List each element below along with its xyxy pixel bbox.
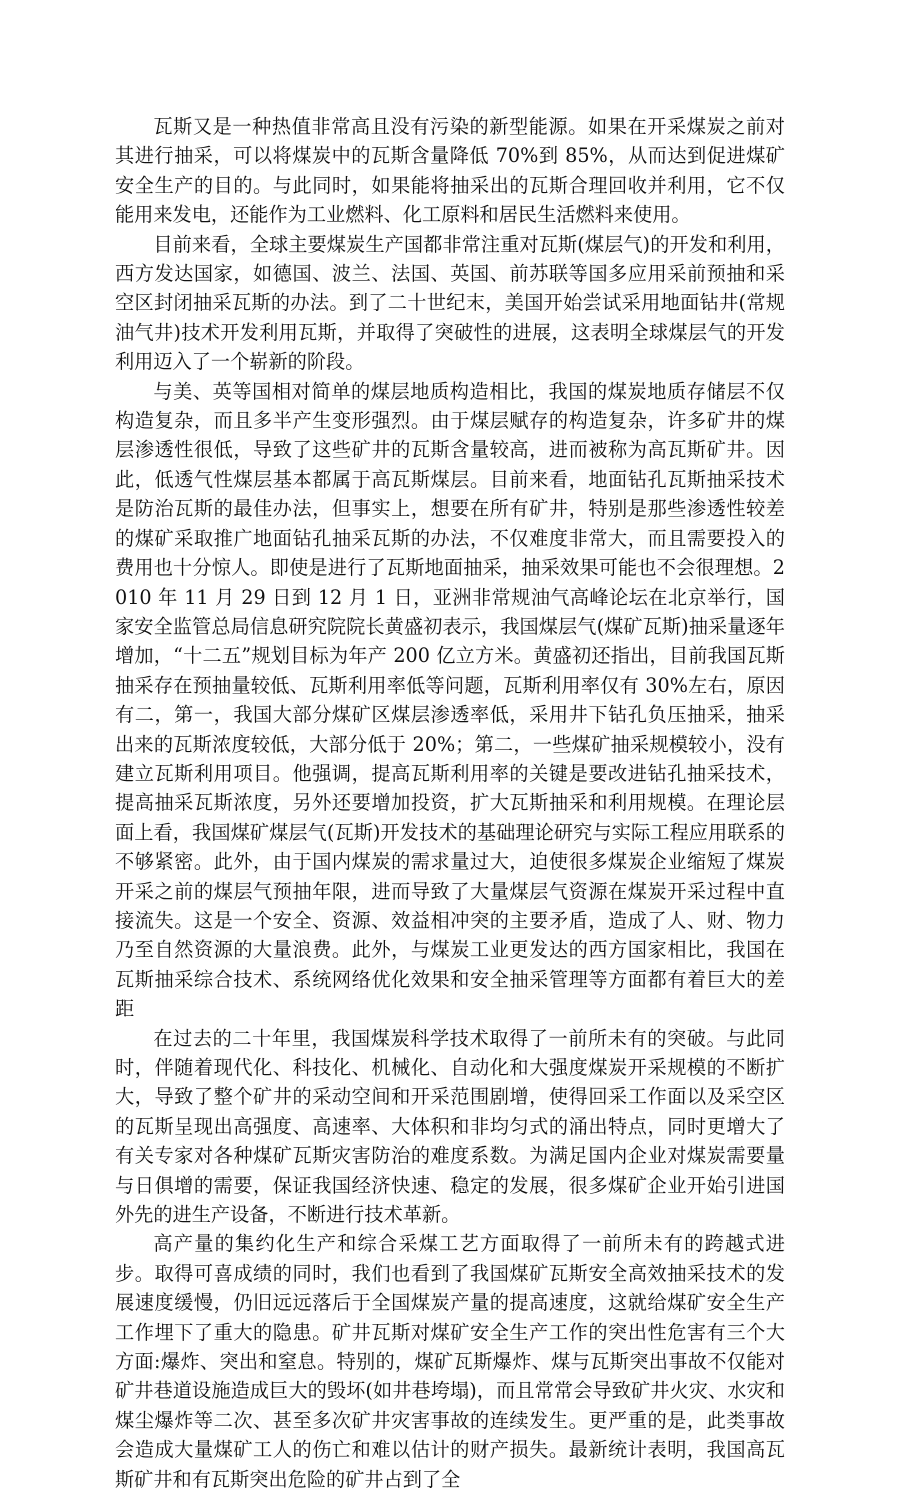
paragraph-global-development: 目前来看，全球主要煤炭生产国都非常注重对瓦斯(煤层气)的开发和利用，西方发达国家，如德国、波兰、法国、英国、前苏联等国多应用采前预抽和采空区封闭抽采瓦斯的办法。到了二十世纪末，美国开始尝试采用地面钻井(常规油气井)技术开发利用瓦斯，并取得了突破性的进展，这表明全球煤层气的开发利用迈入了一个崭新的阶段。 (115, 232, 785, 374)
paragraph-domestic-geology: 与美、英等国相对简单的煤层地质构造相比，我国的煤炭地质存储层不仅构造复杂，而且多半产生变形强烈。由于煤层赋存的构造复杂，许多矿井的煤层渗透性很低，导致了这些矿井的瓦斯含量较高，进而被称为高瓦斯矿井。因此，低透气性煤层基本都属于高瓦斯煤层。目前来看，地面钻孔瓦斯抽采技术是防治瓦斯的最佳办法，但事实上，想要在所有矿井，特别是那些渗透性较差的煤矿采取推广地面钻孔抽采瓦斯的办法，不仅难度非常大，而且需要投入的费用也十分惊人。即使是进行了瓦斯地面抽采，抽采效果可能也不会很理想。2010 年 11 月 29 日到 12 月 1 日，亚洲非常规油气高峰论坛在北京举行，国家安全监管总局信息研究院院长黄盛初表示，我国煤层气(煤矿瓦斯)抽采量逐年增加，“十二五”规划目标为年产 200 亿立方米。黄盛初还指出，目前我国瓦斯抽采存在预抽量较低、瓦斯利用率低等问题，瓦斯利用率仅有 30%左右，原因有二，第一，我国大部分煤矿区煤层渗透率低，采用井下钻孔负压抽采，抽采出来的瓦斯浓度较低，大部分低于 20%；第二，一些煤矿抽采规模较小，没有建立瓦斯利用项目。他强调，提高瓦斯利用率的关键是要改进钻孔抽采技术，提高抽采瓦斯浓度，另外还要增加投资，扩大瓦斯抽采和利用规模。在理论层面上看，我国煤矿煤层气(瓦斯)开发技术的基础理论研究与实际工程应用联系的不够紧密。此外，由于国内煤炭的需求量过大，迫使很多煤炭企业缩短了煤炭开采之前的煤层气预抽年限，进而导致了大量煤层气资源在煤炭开采过程中直接流失。这是一个安全、资源、效益相冲突的主要矛盾，造成了人、财、物力乃至自然资源的大量浪费。此外，与煤炭工业更发达的西方国家相比，我国在瓦斯抽采综合技术、系统网络优化效果和安全抽采管理等方面都有着巨大的差距 (115, 379, 785, 1021)
paragraph-technology-progress: 在过去的二十年里，我国煤炭科学技术取得了一前所未有的突破。与此同时，伴随着现代化、科技化、机械化、自动化和大强度煤炭开采规模的不断扩大，导致了整个矿井的采动空间和开采范围剧增，使得回采工作面以及采空区的瓦斯呈现出高强度、高速率、大体积和非均匀式的涌出特点，同时更增大了有关专家对各种煤矿瓦斯灾害防治的难度系数。为满足国内企业对煤炭需要量与日俱增的需要，保证我国经济快速、稳定的发展，很多煤矿企业开始引进国外先的进生产设备，不断进行技术革新。 (115, 1026, 785, 1227)
document-body (115, 112, 785, 1494)
paragraph-gas-energy: 瓦斯又是一种热值非常高且没有污染的新型能源。如果在开采煤炭之前对其进行抽采，可以将煤炭中的瓦斯含量降低 70%到 85%，从而达到促进煤矿安全生产的目的。与此同时，如果能将抽采出的瓦斯合理回收并利用，它不仅能用来发电，还能作为工业燃料、化工原料和居民生活燃料来使用。 (115, 115, 785, 227)
paragraph-safety-hazards: 高产量的集约化生产和综合采煤工艺方面取得了一前所未有的跨越式进步。取得可喜成绩的同时，我们也看到了我国煤矿瓦斯安全高效抽采技术的发展速度缓慢，仍旧远远落后于全国煤炭产量的提高速度，这就给煤矿安全生产工作埋下了重大的隐患。矿井瓦斯对煤矿安全生产工作的突出性危害有三个大方面:爆炸、突出和窒息。特别的，煤矿瓦斯爆炸、煤与瓦斯突出事故不仅能对矿井巷道设施造成巨大的毁坏(如井巷垮塌)，而且常常会导致矿井火灾、水灾和煤尘爆炸等二次、甚至多次矿井灾害事故的连续发生。更严重的是，此类事故会造成大量煤矿工人的伤亡和难以估计的财产损失。最新统计表明，我国高瓦斯矿井和有瓦斯突出危险的矿井占到了全 (115, 1232, 785, 1491)
